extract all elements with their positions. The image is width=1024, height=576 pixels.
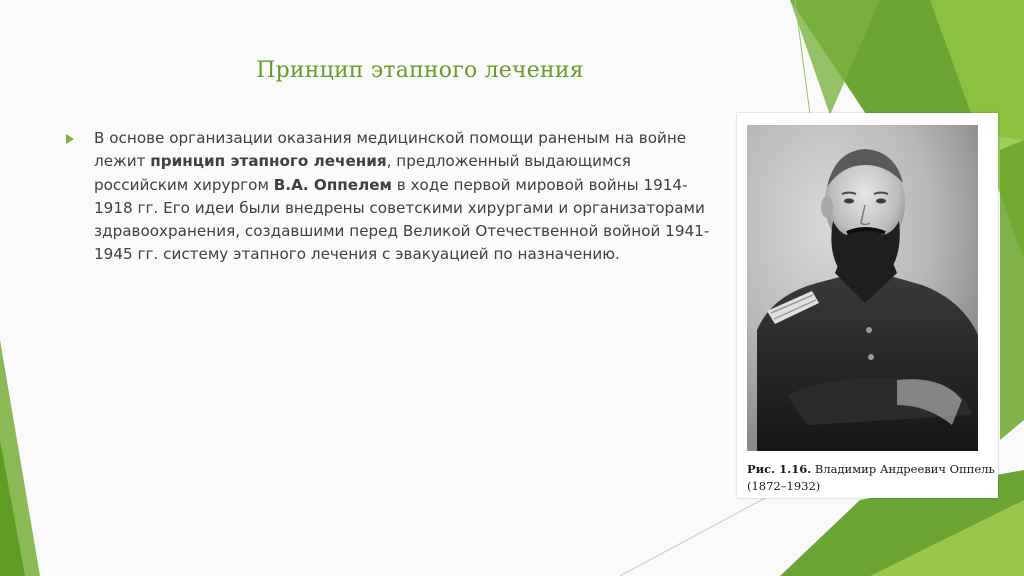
- deco-shape-right-strip: [1000, 140, 1024, 440]
- deco-line-2: [620, 490, 780, 576]
- figure-caption: [747, 461, 995, 495]
- portrait-photo: [747, 125, 978, 451]
- caption-figure-number: Рис. 1.16.: [747, 462, 812, 476]
- body-paragraph: [94, 127, 714, 267]
- paragraph-text-3: в ходе первой мировой войны 1914-1918 гг. Его идеи были внедрены советскими хирургами и организаторами здравоохранения, создавшими перед Великой Отечественной войной 1941-1945 гг. систему этапного лечения с эвакуацией по назначению.: [94, 175, 710, 264]
- triangle-right-bullet-icon: [66, 134, 74, 144]
- paragraph-bold-principle: принцип этапного лечения: [150, 152, 387, 171]
- portrait-figure: [737, 113, 998, 498]
- paragraph-text-2: , предложенный выдающимся российским хирургом: [94, 152, 631, 194]
- slide-title: Принцип этапного лечения: [256, 58, 584, 83]
- paragraph-text-1: В основе организации оказания медицинской помощи раненым на войне лежит: [94, 129, 687, 171]
- paragraph-bold-name: В.А. Оппелем: [273, 175, 392, 194]
- caption-years: (1872–1932): [747, 479, 821, 493]
- caption-person-name: Владимир Андреевич Оппель: [811, 462, 995, 476]
